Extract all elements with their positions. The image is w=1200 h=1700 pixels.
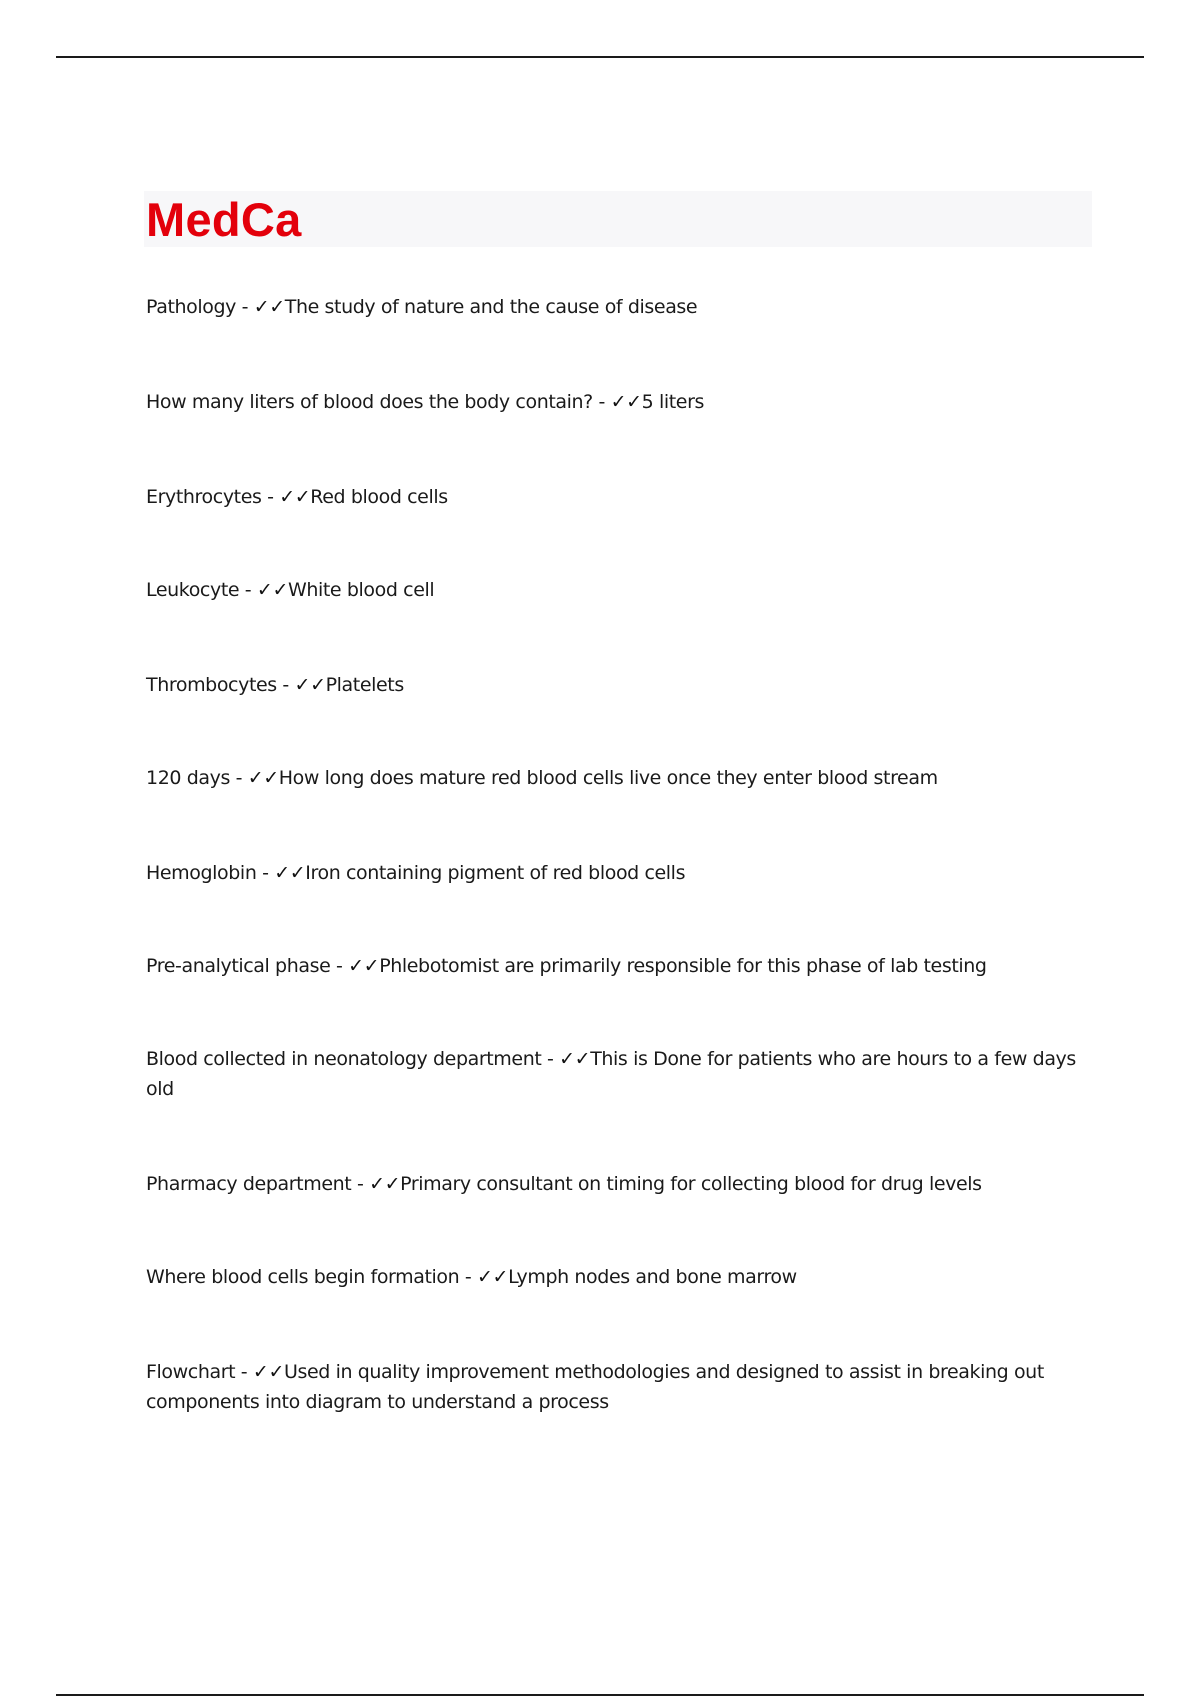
entry-term: Leukocyte <box>146 579 240 601</box>
flashcard-entry <box>146 575 1086 605</box>
entry-separator: - <box>256 862 275 884</box>
double-check-icon: ✓✓ <box>253 296 285 318</box>
entry-definition: 5 liters <box>641 391 704 413</box>
double-check-icon: ✓✓ <box>348 955 380 977</box>
entry-definition: Lymph nodes and bone marrow <box>508 1266 797 1288</box>
entry-term: Thrombocytes <box>146 674 277 696</box>
entry-term: Pathology <box>146 296 236 318</box>
entry-separator: - <box>261 486 280 508</box>
flashcard-entry <box>146 292 1086 322</box>
flashcard-entry <box>146 482 1086 512</box>
flashcard-entry <box>146 387 1086 417</box>
page-top-rule <box>56 56 1144 58</box>
double-check-icon: ✓✓ <box>279 486 311 508</box>
double-check-icon: ✓✓ <box>252 1361 284 1383</box>
flashcard-entry <box>146 1357 1086 1417</box>
entry-term: 120 days <box>146 767 230 789</box>
flashcard-entry <box>146 858 1086 888</box>
entry-definition: Primary consultant on timing for collecting blood for drug levels <box>400 1173 982 1195</box>
double-check-icon: ✓✓ <box>274 862 306 884</box>
entry-definition: How long does mature red blood cells live once they enter blood stream <box>278 767 938 789</box>
entry-term: Erythrocytes <box>146 486 262 508</box>
entry-term: Hemoglobin <box>146 862 257 884</box>
entry-definition: Red blood cells <box>310 486 448 508</box>
entry-definition: The study of nature and the cause of disease <box>284 296 698 318</box>
entry-term: Where blood cells begin formation <box>146 1266 460 1288</box>
flashcard-entry <box>146 1044 1086 1104</box>
page-bottom-rule <box>56 1694 1144 1696</box>
entry-definition: Phlebotomist are primarily responsible for this phase of lab testing <box>379 955 987 977</box>
entry-separator: - <box>330 955 349 977</box>
entry-term: Pharmacy department <box>146 1173 352 1195</box>
entry-definition: Used in quality improvement methodologies and designed to assist in breaking out components into diagram to understand a process <box>146 1361 1044 1413</box>
double-check-icon: ✓✓ <box>294 674 326 696</box>
double-check-icon: ✓✓ <box>559 1048 591 1070</box>
entry-separator: - <box>229 767 248 789</box>
double-check-icon: ✓✓ <box>369 1173 401 1195</box>
entry-term: Blood collected in neonatology department <box>146 1048 542 1070</box>
entry-definition: Iron containing pigment of red blood cells <box>305 862 686 884</box>
entry-definition: White blood cell <box>287 579 435 601</box>
entry-separator: - <box>459 1266 478 1288</box>
entry-separator: - <box>235 1361 253 1383</box>
flashcard-entry <box>146 1169 1086 1199</box>
double-check-icon: ✓✓ <box>247 767 279 789</box>
entry-separator: - <box>592 391 611 413</box>
entry-term: Pre-analytical phase <box>146 955 331 977</box>
entry-separator: - <box>239 579 257 601</box>
flashcard-entry <box>146 763 1086 793</box>
entry-definition: This is Done for patients who are hours to a few days old <box>146 1048 1076 1100</box>
entry-separator: - <box>276 674 295 696</box>
double-check-icon: ✓✓ <box>477 1266 509 1288</box>
flashcard-entry <box>146 1262 1086 1292</box>
entry-term: Flowchart <box>146 1361 236 1383</box>
entry-separator: - <box>351 1173 370 1195</box>
double-check-icon: ✓✓ <box>256 579 288 601</box>
entry-separator: - <box>235 296 254 318</box>
double-check-icon: ✓✓ <box>610 391 642 413</box>
document-title: MedCa <box>146 193 302 246</box>
flashcard-entry <box>146 951 1086 981</box>
flashcard-entry <box>146 670 1086 700</box>
entry-definition: Platelets <box>325 674 404 696</box>
entry-term: How many liters of blood does the body contain? <box>146 391 593 413</box>
entry-separator: - <box>541 1048 560 1070</box>
